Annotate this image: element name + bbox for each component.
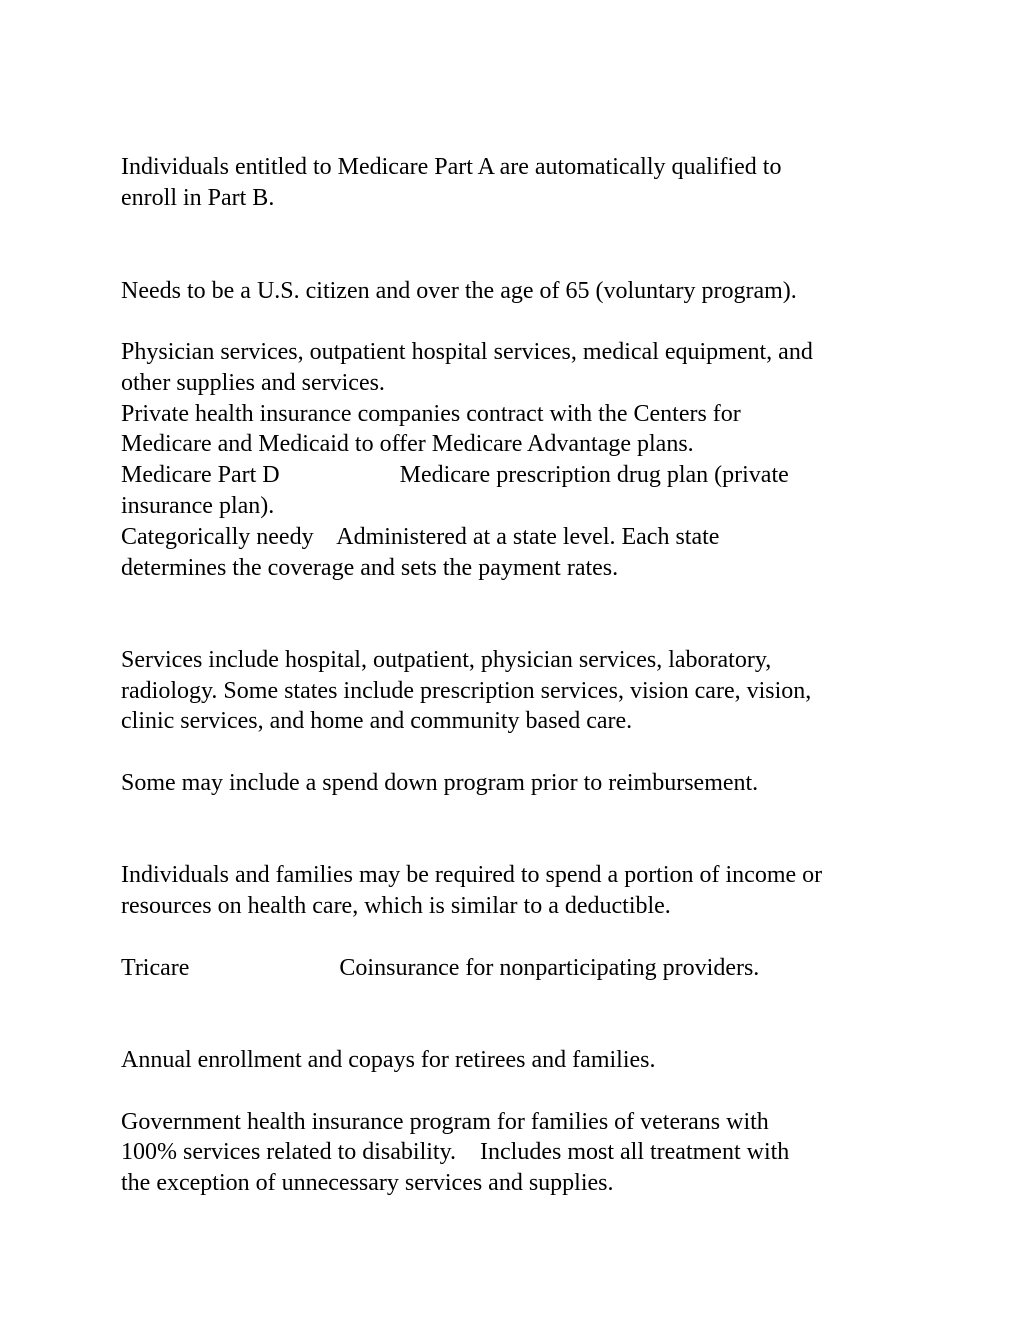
text-line: Medicare Part D Medicare prescription drug plan (private	[121, 462, 789, 488]
text-line: Needs to be a U.S. citizen and over the age of 65 (voluntary program).	[121, 278, 797, 304]
text-line: Government health insurance program for families of veterans with	[121, 1109, 769, 1135]
text-line: other supplies and services.	[121, 370, 385, 396]
text-line: Private health insurance companies contract with the Centers for	[121, 401, 741, 427]
text-line: Physician services, outpatient hospital services, medical equipment, and	[121, 339, 813, 365]
text-line: radiology. Some states include prescription services, vision care, vision,	[121, 678, 812, 704]
text-line: Individuals entitled to Medicare Part A are automatically qualified to	[121, 154, 782, 180]
text-line: enroll in Part B.	[121, 185, 275, 211]
text-line: resources on health care, which is similar to a deductible.	[121, 893, 671, 919]
text-line: Medicare and Medicaid to offer Medicare Advantage plans.	[121, 431, 694, 457]
text-line: clinic services, and home and community based care.	[121, 708, 633, 734]
text-line: 100% services related to disability. Includes most all treatment with	[121, 1139, 790, 1165]
text-line: Tricare Coinsurance for nonparticipating providers.	[121, 955, 760, 981]
text-line: the exception of unnecessary services and supplies.	[121, 1170, 614, 1196]
text-line: Annual enrollment and copays for retirees and families.	[121, 1047, 656, 1073]
text-line: determines the coverage and sets the payment rates.	[121, 555, 619, 581]
text-line: Categorically needy Administered at a state level. Each state	[121, 524, 720, 550]
text-line: insurance plan).	[121, 493, 275, 519]
text-line: Individuals and families may be required to spend a portion of income or	[121, 862, 823, 888]
text-line: Some may include a spend down program prior to reimbursement.	[121, 770, 759, 796]
text-line: Services include hospital, outpatient, physician services, laboratory,	[121, 647, 772, 673]
